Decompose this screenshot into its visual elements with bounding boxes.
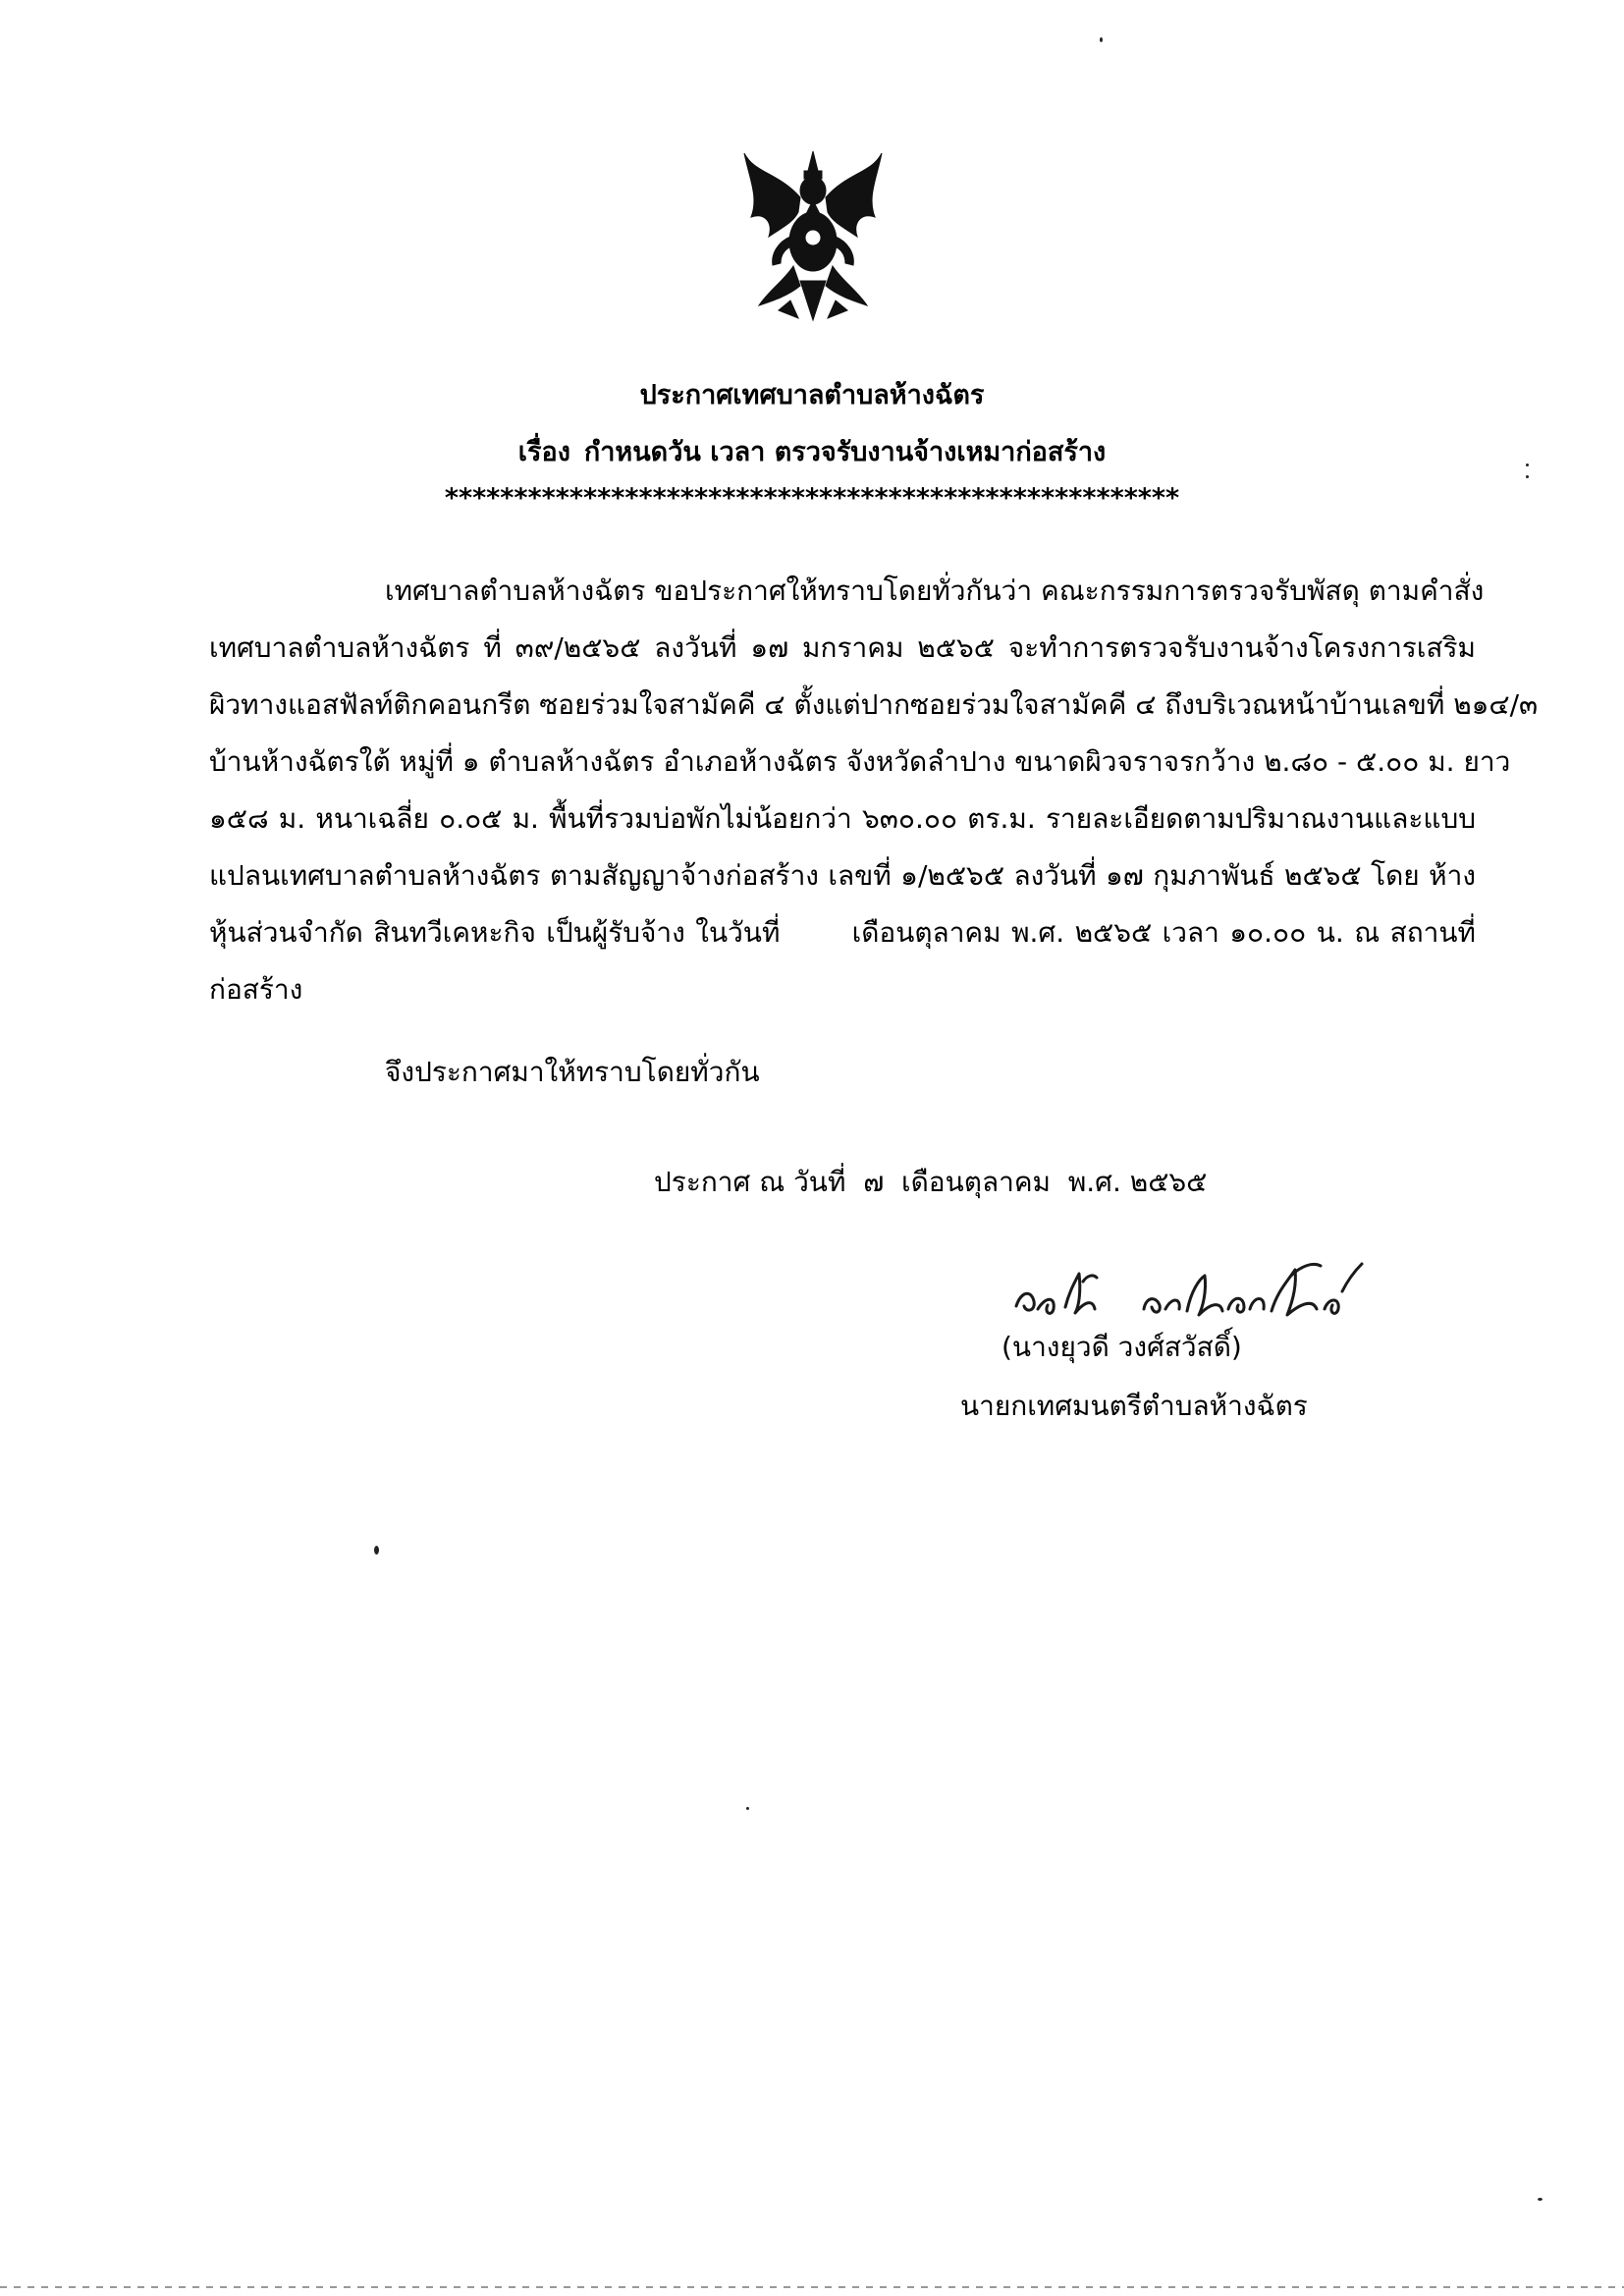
- scan-speck: [1526, 475, 1529, 478]
- scan-speck: [1100, 37, 1103, 42]
- body-line-4: บ้านห้างฉัตรใต้ หมู่ที่ ๑ ตำบลห้างฉัตร อำเภอห้างฉัตร จังหวัดลำปาง ขนาดผิวจราจรกว้าง ๒.๘๐ - ๕.๐๐ ม. ยาว: [209, 745, 1511, 778]
- garuda-emblem-icon: [739, 143, 887, 330]
- subject-label: เรื่อง: [517, 437, 570, 467]
- announcement-title: ประกาศเทศบาลตำบลห้างฉัตร: [639, 380, 985, 410]
- signatory-position: นายกเทศมนตรีตำบลห้างฉัตร: [960, 1390, 1308, 1422]
- announce-date: ประกาศ ณ วันที่ ๗ เดือนตุลาคม พ.ศ. ๒๕๖๕: [654, 1166, 1208, 1198]
- body-line-7: หุ้นส่วนจำกัด สินทวีเคหะกิจ เป็นผู้รับจ้าง ในวันที่ เดือนตุลาคม พ.ศ. ๒๕๖๕ เวลา ๑๐.๐๐ น. ณ สถานที่: [209, 916, 1476, 949]
- asterisk-divider: *****************************************************: [444, 483, 1180, 514]
- scan-speck: [746, 1807, 749, 1810]
- subject-text: กำหนดวัน เวลา ตรวจรับงานจ้างเหมาก่อสร้าง: [583, 437, 1107, 467]
- scan-speck: [374, 1546, 379, 1555]
- scan-speck: [1526, 464, 1529, 466]
- closing-text: จึงประกาศมาให้ทราบโดยทั่วกัน: [385, 1056, 760, 1088]
- body-line-5: ๑๕๘ ม. หนาเฉลี่ย ๐.๐๕ ม. พื้นที่รวมบ่อพักไม่น้อยกว่า ๖๓๐.๐๐ ตร.ม. รายละเอียดตามปริมาณงานและแบบ: [209, 802, 1476, 835]
- scan-edge-line: [0, 2286, 1624, 2288]
- body-line-8: ก่อสร้าง: [209, 973, 303, 1006]
- body-line-2: เทศบาลตำบลห้างฉัตร ที่ ๓๙/๒๕๖๕ ลงวันที่ ๑๗ มกราคม ๒๕๖๕ จะทำการตรวจรับงานจ้างโครงการเสริม: [209, 631, 1476, 664]
- subject-line: [0, 430, 1624, 472]
- body-line-3: ผิวทางแอสฟัลท์ติกคอนกรีต ซอยร่วมใจสามัคคี ๔ ตั้งแต่ปากซอยร่วมใจสามัคคี ๔ ถึงบริเวณหน้าบ้านเลขที่ ๒๑๔/๓: [209, 688, 1539, 721]
- body-line-6: แปลนเทศบาลตำบลห้างฉัตร ตามสัญญาจ้างก่อสร้าง เลขที่ ๑/๒๕๖๕ ลงวันที่ ๑๗ กุมภาพันธ์ ๒๕๖๕ โดย ห้าง: [209, 859, 1476, 892]
- body-line-1: เทศบาลตำบลห้างฉัตร ขอประกาศให้ทราบโดยทั่วกันว่า คณะกรรมการตรวจรับพัสดุ ตามคำสั่ง: [385, 574, 1485, 607]
- signatory-name: (นางยุวดี วงศ์สวัสดิ์): [1001, 1331, 1242, 1363]
- scan-speck: [1538, 2198, 1543, 2201]
